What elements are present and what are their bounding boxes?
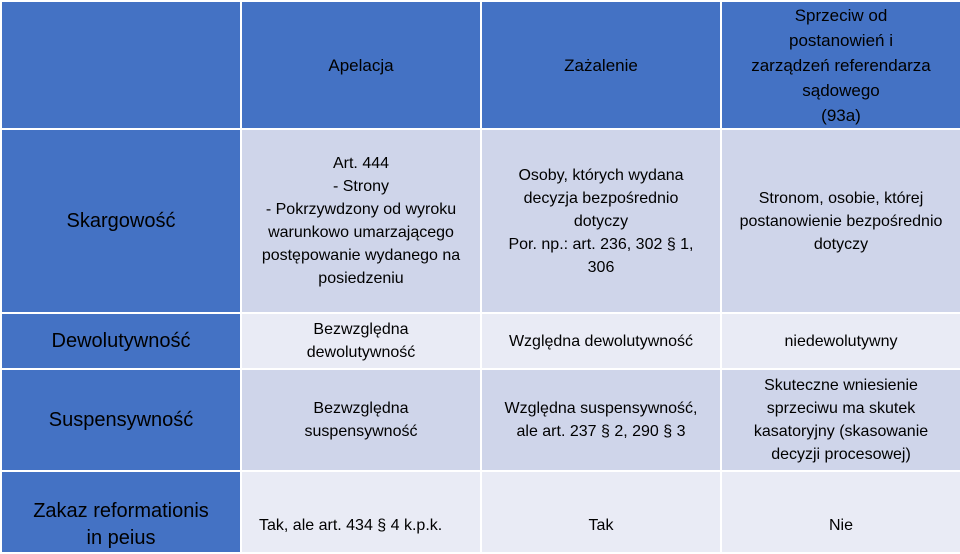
header-row	[1, 1, 960, 129]
row-label-dewolutywnosc: Dewolutywność	[1, 313, 241, 369]
cell-suspensywnosc-apelacja: Bezwzględna suspensywność	[241, 369, 481, 471]
cell-dewolutywnosc-zazalenie: Względna dewolutywność	[481, 313, 721, 369]
header-corner-cell	[1, 1, 241, 129]
table-row	[1, 129, 960, 313]
table-row	[1, 369, 960, 471]
row-label-zakaz-reformationis: Zakaz reformationis in peius	[1, 471, 241, 553]
cell-zakaz-zazalenie: Tak	[481, 471, 721, 553]
header-zazalenie: Zażalenie	[481, 1, 721, 129]
header-apelacja: Apelacja	[241, 1, 481, 129]
table-row	[1, 313, 960, 369]
cell-skargowosc-apelacja: Art. 444 - Strony - Pokrzywdzony od wyroku warunkowo umarzającego postępowanie wydanego na posiedzeniu	[241, 129, 481, 313]
cell-skargowosc-sprzeciw: Stronom, osobie, której postanowienie bezpośrednio dotyczy	[721, 129, 960, 313]
cell-dewolutywnosc-apelacja: Bezwzględna dewolutywność	[241, 313, 481, 369]
row-label-suspensywnosc: Suspensywność	[1, 369, 241, 471]
row-label-skargowosc: Skargowość	[1, 129, 241, 313]
cell-zakaz-apelacja: Tak, ale art. 434 § 4 k.p.k.	[241, 471, 481, 553]
cell-skargowosc-zazalenie: Osoby, których wydana decyzja bezpośrednio dotyczy Por. np.: art. 236, 302 § 1, 306	[481, 129, 721, 313]
cell-zakaz-sprzeciw: Nie	[721, 471, 960, 553]
cell-dewolutywnosc-sprzeciw: niedewolutywny	[721, 313, 960, 369]
table-row	[1, 471, 960, 553]
cell-suspensywnosc-zazalenie: Względna suspensywność, ale art. 237 § 2, 290 § 3	[481, 369, 721, 471]
header-sprzeciw: Sprzeciw od postanowień i zarządzeń referendarza sądowego (93a)	[721, 1, 960, 129]
cell-suspensywnosc-sprzeciw: Skuteczne wniesienie sprzeciwu ma skutek kasatoryjny (skasowanie decyzji procesowej)	[721, 369, 960, 471]
